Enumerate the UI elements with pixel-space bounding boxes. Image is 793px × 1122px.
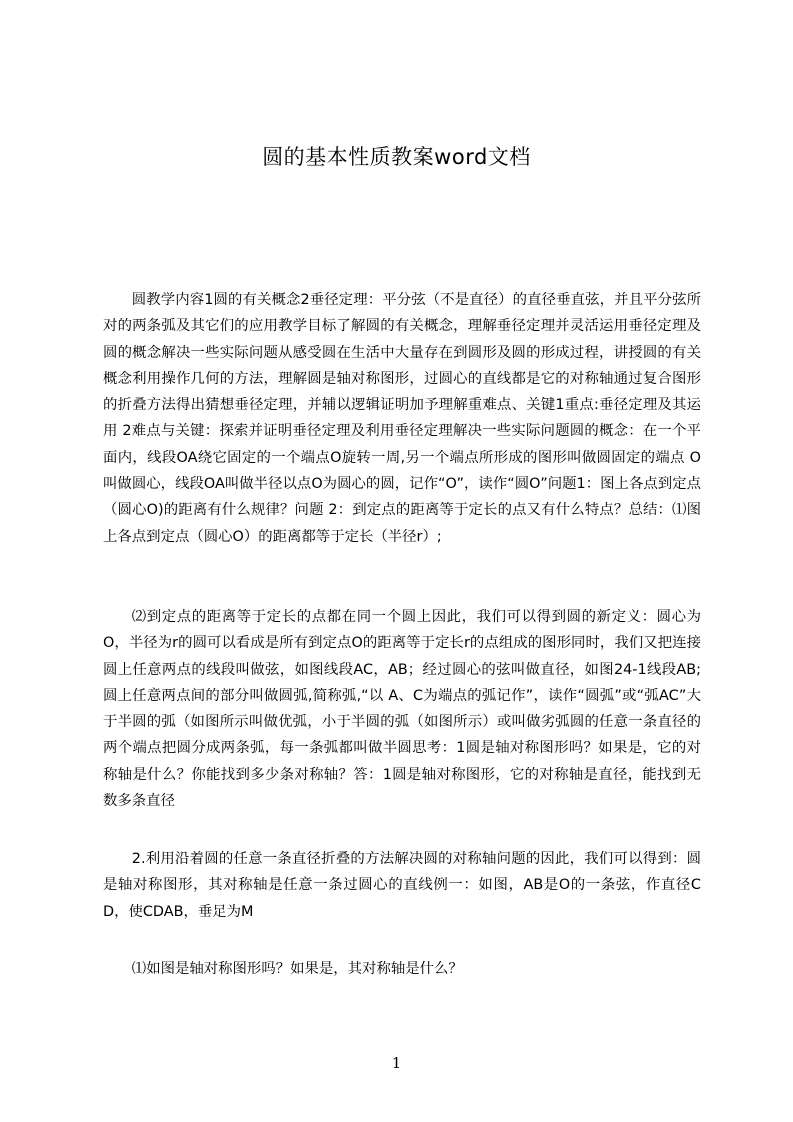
page-number: 1 <box>391 1054 402 1072</box>
paragraph-1: 圆教学内容1圆的有关概念2垂径定理：平分弦（不是直径）的直径垂直弦，并且平分弦所对的两条弧及其它们的应用教学目标了解圆的有关概念，理解垂径定理并灵活运用垂径定理及圆的概念解决一些实际问题从感受圆在生活中大量存在到圆形及圆的形成过程，讲授圆的有关概念利用操作几何的方法，理解圆是轴对称图形，过圆心的直线都是它的对称轴通过复合图形的折叠方法得出猜想垂径定理，并辅以逻辑证明加予理解重难点、关键1重点:垂径定理及其运用 2难点与关键：探索并证明垂径定理及利用垂径定理解决一些实际问题圆的概念：在一个平面内，线段OA绕它固定的一个端点O旋转一周,另一个端点所形成的图形叫做圆固定的端点 O叫做圆心，线段OA叫做半径以点O为圆心的圆，记作“O”，读作“圆O”问题1：图上各点到定点（圆心O)的距离有什么规律？问题 2：到定点的距离等于定长的点又有什么特点？总结：⑴图上各点到定点（圆心O）的距离都等于定长（半径r）; <box>103 292 701 545</box>
paragraph-3: 2.利用沿着圆的任意一条直径折叠的方法解决圆的对称轴问题的因此，我们可以得到：圆是轴对称图形，其对称轴是任意一条过圆心的直线例一：如图，AB是O的一条弦，作直径CD，使CDAB，垂足为M <box>103 851 701 920</box>
paragraph-2: ⑵到定点的距离等于定长的点都在同一个圆上因此，我们可以得到圆的新定义：圆心为O，半径为r的圆可以看成是所有到定点O的距离等于定长r的点组成的图形同时，我们又把连接圆上任意两点的线段叫做弦，如图线段AC，AB；经过圆心的弦叫做直径，如图24-1线段AB;圆上任意两点间的部分叫做圆弧,简称弧,“以 A、C为端点的弧记作”，读作“圆弧”或“弧AC”大于半圆的弧（如图所示叫做优弧，小于半圆的弧（如图所示）或叫做劣弧圆的任意一条直径的两个端点把圆分成两条弧，每一条弧都叫做半圆思考：1圆是轴对称图形吗？如果是，它的对称轴是什么？你能找到多少条对称轴？答：1圆是轴对称图形，它的对称轴是直径，能找到无数多条直径 <box>103 609 701 810</box>
paragraph-4: ⑴如图是轴对称图形吗？如果是，其对称轴是什么？ <box>131 961 463 977</box>
document-title: 圆的基本性质教案word文档 <box>262 145 531 169</box>
